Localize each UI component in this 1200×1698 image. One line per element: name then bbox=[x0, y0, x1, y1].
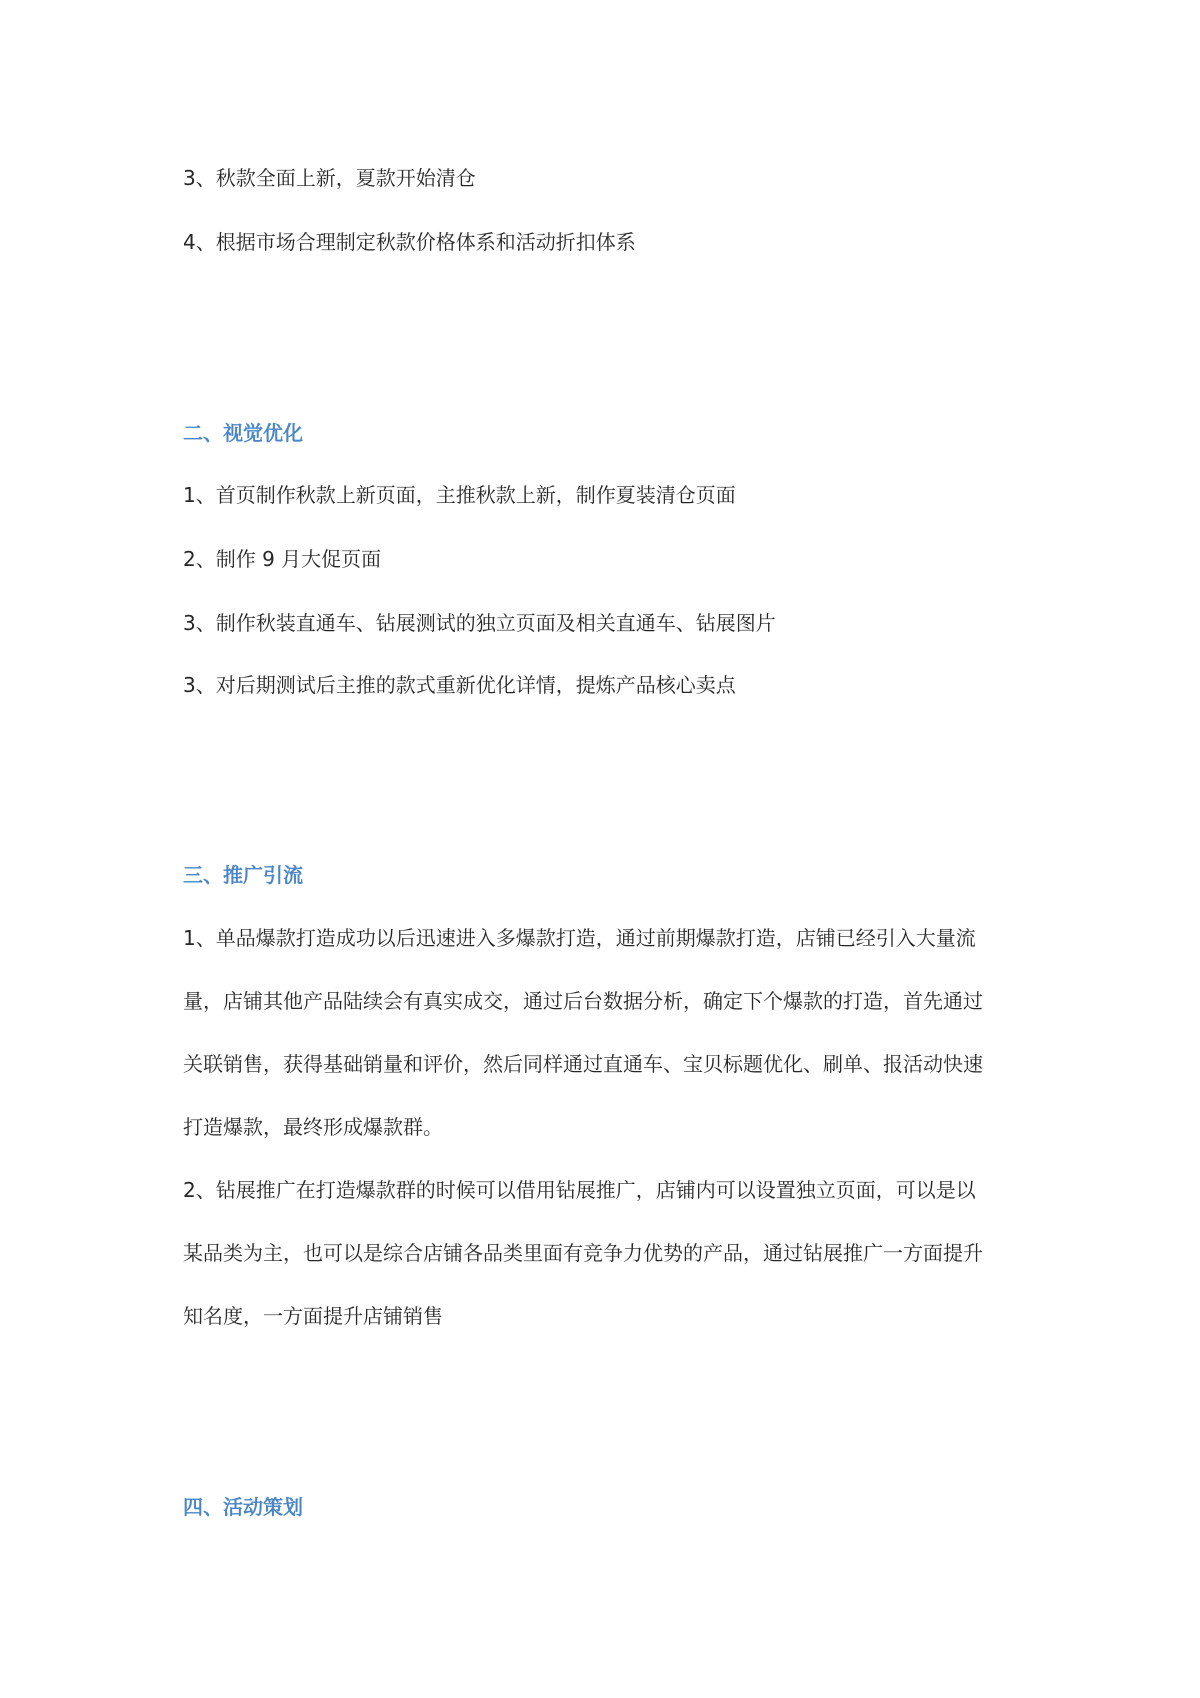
paragraph-line: 1、单品爆款打造成功以后迅速进入多爆款打造，通过前期爆款打造，店铺已经引入大量流 bbox=[183, 926, 976, 950]
list-item: 4、根据市场合理制定秋款价格体系和活动折扣体系 bbox=[183, 230, 636, 254]
paragraph-line: 知名度，一方面提升店铺销售 bbox=[183, 1304, 443, 1328]
list-item: 3、制作秋装直通车、钻展测试的独立页面及相关直通车、钻展图片 bbox=[183, 611, 776, 635]
list-item: 3、对后期测试后主推的款式重新优化详情，提炼产品核心卖点 bbox=[183, 673, 736, 697]
paragraph-line: 某品类为主，也可以是综合店铺各品类里面有竞争力优势的产品，通过钻展推广一方面提升 bbox=[183, 1241, 983, 1265]
paragraph-line: 打造爆款，最终形成爆款群。 bbox=[183, 1115, 443, 1139]
list-item: 1、首页制作秋款上新页面，主推秋款上新，制作夏装清仓页面 bbox=[183, 483, 736, 507]
list-item: 3、秋款全面上新，夏款开始清仓 bbox=[183, 166, 476, 190]
section-heading-promotion: 三、推广引流 bbox=[183, 863, 303, 887]
paragraph-line: 2、钻展推广在打造爆款群的时候可以借用钻展推广，店铺内可以设置独立页面，可以是以 bbox=[183, 1178, 976, 1202]
list-item: 2、制作 9 月大促页面 bbox=[183, 547, 382, 571]
paragraph-line: 量，店铺其他产品陆续会有真实成交，通过后台数据分析，确定下个爆款的打造，首先通过 bbox=[183, 989, 983, 1013]
section-heading-events: 四、活动策划 bbox=[183, 1495, 303, 1519]
paragraph-line: 关联销售，获得基础销量和评价，然后同样通过直通车、宝贝标题优化、刷单、报活动快速 bbox=[183, 1052, 983, 1076]
section-heading-visual: 二、视觉优化 bbox=[183, 421, 303, 445]
